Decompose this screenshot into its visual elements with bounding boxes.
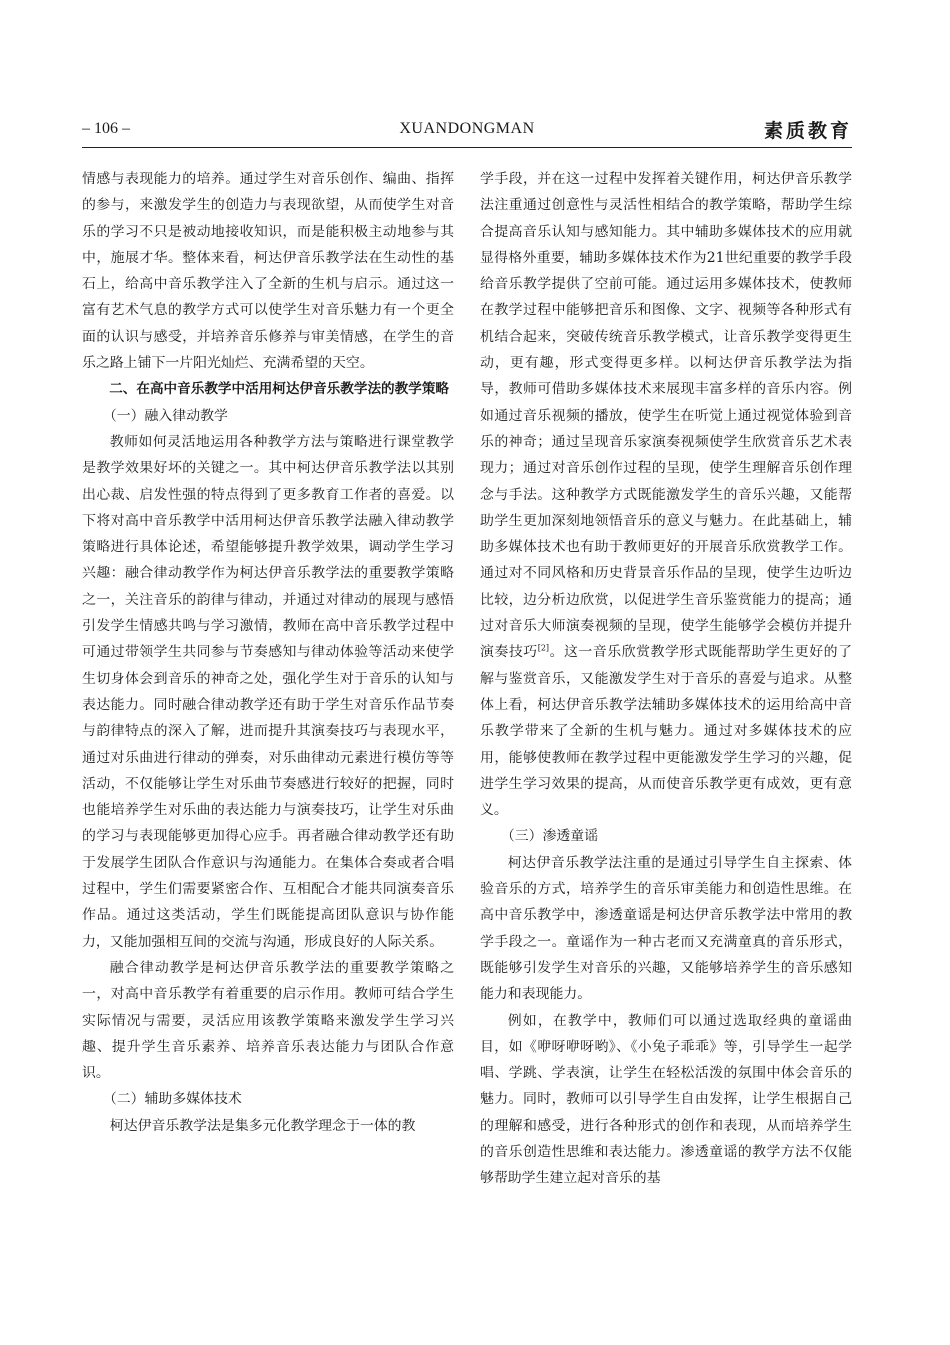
header-rule	[82, 147, 852, 148]
paragraph: 例如，在教学中，教师们可以通过选取经典的童谣曲目，如《咿呀咿呀哟》、《小兔子乖乖》等，引导学生一起学唱、学跳、学表演，让学生在轻松活泼的氛围中体会音乐的魅力。同时，教师可以引导学生自由发挥，让学生根据自己的理解和感受，进行各种形式的创作和表现，从而培养学生的音乐创造性思维和表达能力。渗透童谣的教学方法不仅能够帮助学生建立起对音乐的基	[480, 1012, 852, 1187]
paragraph	[480, 166, 852, 823]
paragraph: 融合律动教学是柯达伊音乐教学法的重要教学策略之一，对高中音乐教学有着重要的启示作用。教师可结合学生实际情况与需要，灵活应用该教学策略来激发学生学习兴趣、提升学生音乐素养、培养音乐表达能力与团队合作意识。	[82, 959, 454, 1082]
paragraph: 柯达伊音乐教学法注重的是通过引导学生自主探索、体验音乐的方式，培养学生的音乐审美能力和创造性思维。在高中音乐教学中，渗透童谣是柯达伊音乐教学法中常用的教学手段之一。童谣作为一种古老而又充满童真的音乐形式，既能够引发学生对音乐的兴趣，又能够培养学生的音乐感知能力和表现能力。	[480, 854, 852, 1003]
section-heading: 二、在高中音乐教学中活用柯达伊音乐教学法的教学策略	[109, 381, 450, 398]
subsection-heading: （一）融入律动教学	[102, 407, 228, 424]
paragraph: 教师如何灵活地运用各种教学方法与策略进行课堂教学是教学效果好坏的关键之一。其中柯达伊音乐教学法以其别出心裁、启发性强的特点得到了更多教育工作者的喜爱。以下将对高中音乐教学中活用柯达伊音乐教学法融入律动教学策略进行具体论述，希望能够提升教学效果，调动学生学习兴趣：融合律动教学作为柯达伊音乐教学法的重要教学策略之一，关注音乐的韵律与律动，并通过对律动的展现与感悟引发学生情感共鸣与学习激情，教师在高中音乐教学过程中可通过带领学生共同参与节奏感知与律动体验等活动来使学生切身体会到音乐的神奇之处，强化学生对于音乐的认知与表达能力。同时融合律动教学还有助于学生对音乐作品节奏与韵律特点的深入了解，进而提升其演奏技巧与表现水平，通过对乐曲进行律动的弹奏，对乐曲律动元素进行模仿等等活动，不仅能够让学生对乐曲节奏感进行较好的把握，同时也能培养学生对乐曲的表达能力与演奏技巧，让学生对乐曲的学习与表现能够更加得心应手。再者融合律动教学还有助于发展学生团队合作意识与沟通能力。在集体合奏或者合唱过程中，学生们需要紧密合作、互相配合才能共同演奏音乐作品。通过这类活动，学生们既能提高团队意识与协作能力，又能加强相互间的交流与沟通，形成良好的人际关系。	[82, 433, 454, 950]
paragraph-text: 。这一音乐欣赏教学形式既能帮助学生更好的了解与鉴赏音乐，又能激发学生对于音乐的喜爱与追求。从整体上看，柯达伊音乐教学法辅助多媒体技术的运用给高中音乐教学带来了全新的生机与魅力。通过对多媒体技术的应用，能够使教师在教学过程中更能激发学生学习的兴趣，促进学生学习效果的提高，从而使音乐教学更有成效，更有意义。	[480, 644, 852, 819]
subsection-heading: （三）渗透童谣	[500, 828, 599, 845]
left-column	[82, 166, 454, 1139]
page-number: – 106 –	[82, 120, 130, 137]
right-column	[480, 166, 852, 1192]
citation-ref[interactable]: [2]	[537, 643, 550, 653]
journal-title: XUANDONGMAN	[399, 120, 535, 137]
subsection-heading: （二）辅助多媒体技术	[102, 1091, 242, 1108]
page-header	[82, 116, 852, 146]
paragraph: 柯达伊音乐教学法是集多元化教学理念于一体的教	[109, 1117, 416, 1134]
paragraph-text: 学手段，并在这一过程中发挥着关键作用，柯达伊音乐教学法注重通过创意性与灵活性相结合的教学策略，帮助学生综合提高音乐认知与感知能力。其中辅助多媒体技术的应用就显得格外重要，辅助多媒体技术作为21世纪重要的教学手段给音乐教学提供了空前可能。通过运用多媒体技术，使教师在教学过程中能够把音乐和图像、文字、视频等各种形式有机结合起来，突破传统音乐教学模式，让音乐教学变得更生动，更有趣，形式变得更多样。以柯达伊音乐教学法为指导，教师可借助多媒体技术来展现丰富多样的音乐内容。例如通过音乐视频的播放，使学生在听觉上通过视觉体验到音乐的神奇；通过呈现音乐家演奏视频使学生欣赏音乐艺术表现力；通过对音乐创作过程的呈现，使学生理解音乐创作理念与手法。这种教学方式既能激发学生的音乐兴趣，又能帮助学生更加深刻地领悟音乐的意义与魅力。在此基础上，辅助多媒体技术也有助于教师更好的开展音乐欣赏教学工作。通过对不同风格和历史背景音乐作品的呈现，使学生边听边比较，边分析边欣赏，以促进学生音乐鉴赏能力的提高；通过对音乐大师演奏视频的呈现，使学生能够学会模仿并提升演奏技巧	[480, 171, 852, 661]
paragraph: 情感与表现能力的培养。通过学生对音乐创作、编曲、指挥的参与，来激发学生的创造力与表现欲望，从而使学生对音乐的学习不只是被动地接收知识，而是能积极主动地参与其中，施展才华。整体来看，柯达伊音乐教学法在生动性的基石上，给高中音乐教学注入了全新的生机与启示。通过这一富有艺术气息的教学方式可以使学生对音乐魅力有一个更全面的认识与感受，并培养音乐修养与审美情感，在学生的音乐之路上铺下一片阳光灿烂、充满希望的天空。	[82, 171, 454, 372]
section-title: 素质教育	[763, 120, 852, 142]
